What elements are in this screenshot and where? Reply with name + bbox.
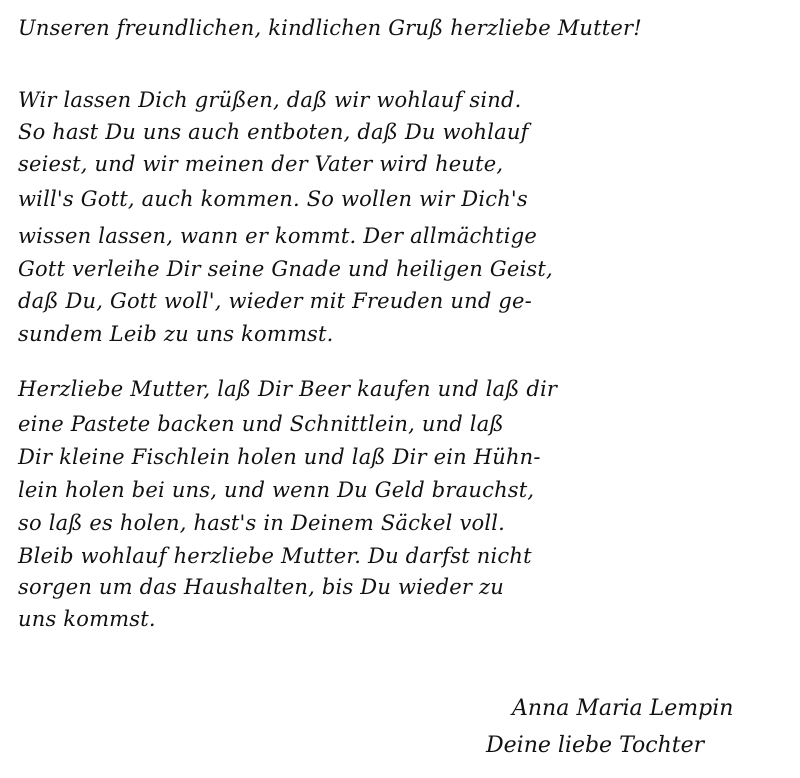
paragraph2-line: Bleib wohlauf herzliebe Mutter. Du darfst nicht [18, 544, 532, 568]
paragraph1-line: So hast Du uns auch entboten, daß Du wohlauf [18, 120, 529, 144]
signature-name: Anna Maria Lempin [512, 696, 734, 721]
paragraph2-line: Dir kleine Fischlein holen und laß Dir ein Hühn- [18, 445, 541, 469]
paragraph1-line: will's Gott, auch kommen. So wollen wir Dich's [18, 187, 528, 211]
paragraph2-line: lein holen bei uns, und wenn Du Geld brauchst, [18, 478, 535, 502]
paragraph1-line: daß Du, Gott woll', wieder mit Freuden und ge- [18, 289, 532, 313]
paragraph1-line: Gott verleihe Dir seine Gnade und heiligen Geist, [18, 257, 553, 281]
paragraph1-line: wissen lassen, wann er kommt. Der allmächtige [18, 224, 537, 248]
letter-greeting: Unseren freundlichen, kindlichen Gruß herzliebe Mutter! [18, 16, 642, 40]
paragraph1-line: Wir lassen Dich grüßen, daß wir wohlauf sind. [18, 88, 522, 112]
paragraph2-line: sorgen um das Haushalten, bis Du wieder zu [18, 575, 505, 599]
paragraph1-line: sundem Leib zu uns kommst. [18, 322, 334, 346]
signature-closing: Deine liebe Tochter [486, 733, 705, 758]
paragraph2-line: so laß es holen, hast's in Deinem Säckel voll. [18, 511, 506, 535]
paragraph2-line: eine Pastete backen und Schnittlein, und laß [18, 412, 504, 436]
paragraph2-line: Herzliebe Mutter, laß Dir Beer kaufen und laß dir [18, 377, 558, 401]
paragraph2-line: uns kommst. [18, 607, 156, 631]
paragraph1-line: seiest, und wir meinen der Vater wird heute, [18, 152, 504, 176]
